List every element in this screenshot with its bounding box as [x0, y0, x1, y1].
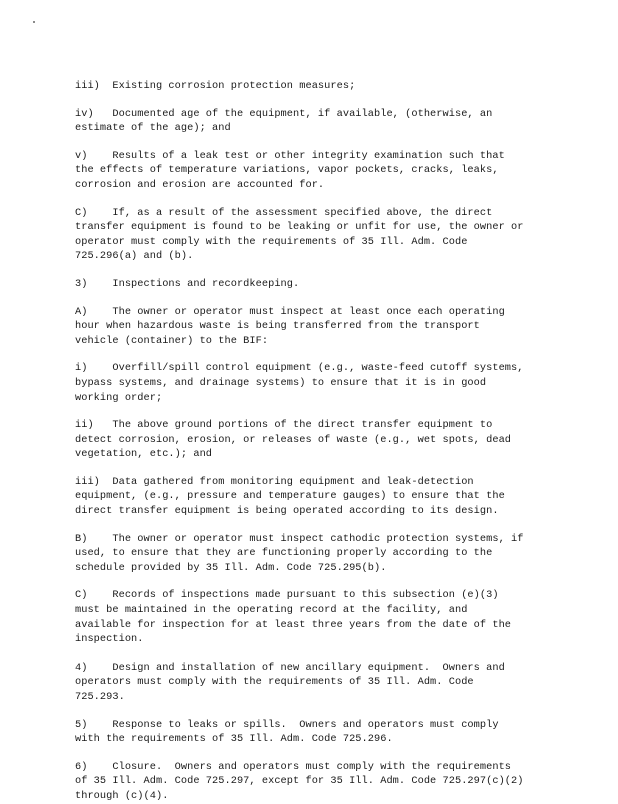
- paragraph-ii-above-ground: ii) The above ground portions of the direct transfer equipment to detect corrosion, erosion, or releases of waste (e.g., wet spots, dead vegetation, etc.); and: [75, 419, 512, 461]
- paragraph-iv-documented-age: iv) Documented age of the equipment, if available, (otherwise, an estimate of the age); and: [75, 107, 493, 135]
- paragraph-5-leaks-response: 5) Response to leaks or spills. Owners and operators must comply with the requirements of 35 Ill. Adm. Code 725.296.: [75, 718, 499, 746]
- paragraph-iii-existing-corrosion: iii) Existing corrosion protection measures;: [75, 80, 356, 92]
- paragraph-3-inspections-heading: 3) Inspections and recordkeeping.: [75, 277, 300, 290]
- paragraph-4-ancillary-equipment: 4) Design and installation of new ancillary equipment. Owners and operators must comply with the requirements of 35 Ill. Adm. Code 725.293.: [75, 661, 505, 703]
- paragraph-a-hourly-inspection: A) The owner or operator must inspect at least once each operating hour when hazardous waste is being transferred from the transport vehicle (container) to the BIF:: [75, 305, 505, 347]
- paragraph-6-closure: 6) Closure. Owners and operators must comply with the requirements of 35 Ill. Adm. Code 725.297, except for 35 Ill. Adm. Code 725.297(c)(2) through (c)(4).: [75, 760, 524, 802]
- paragraph-c-assessment-result: C) If, as a result of the assessment specified above, the direct transfer equipment is found to be leaking or unfit for use, the owner or operator must comply with the requirements of 35 Ill. Adm. Code 725.296(a) and (b).: [75, 206, 524, 263]
- document-body: [75, 79, 535, 804]
- paragraph-i-overfill-control: i) Overfill/spill control equipment (e.g., waste-feed cutoff systems, bypass systems, and drainage systems) to ensure that it is in good working order;: [75, 362, 524, 404]
- paragraph-iii-monitoring-data: iii) Data gathered from monitoring equipment and leak-detection equipment, (e.g., pressure and temperature gauges) to ensure that the direct transfer equipment is being operated according to its design.: [75, 475, 505, 518]
- paragraph-c-inspection-records: C) Records of inspections made pursuant to this subsection (e)(3) must be maintained in the operating record at the facility, and available for inspection for at least three years from the date of the inspection.: [75, 589, 512, 646]
- paragraph-v-leak-test: v) Results of a leak test or other integrity examination such that the effects of temperature variations, vapor pockets, cracks, leaks, corrosion and erosion are accounted for.: [75, 149, 505, 191]
- scan-speck: [33, 21, 35, 23]
- paragraph-b-cathodic-protection: B) The owner or operator must inspect cathodic protection systems, if used, to ensure that they are functioning properly according to the schedule provided by 35 Ill. Adm. Code 725.295(b).: [75, 532, 524, 574]
